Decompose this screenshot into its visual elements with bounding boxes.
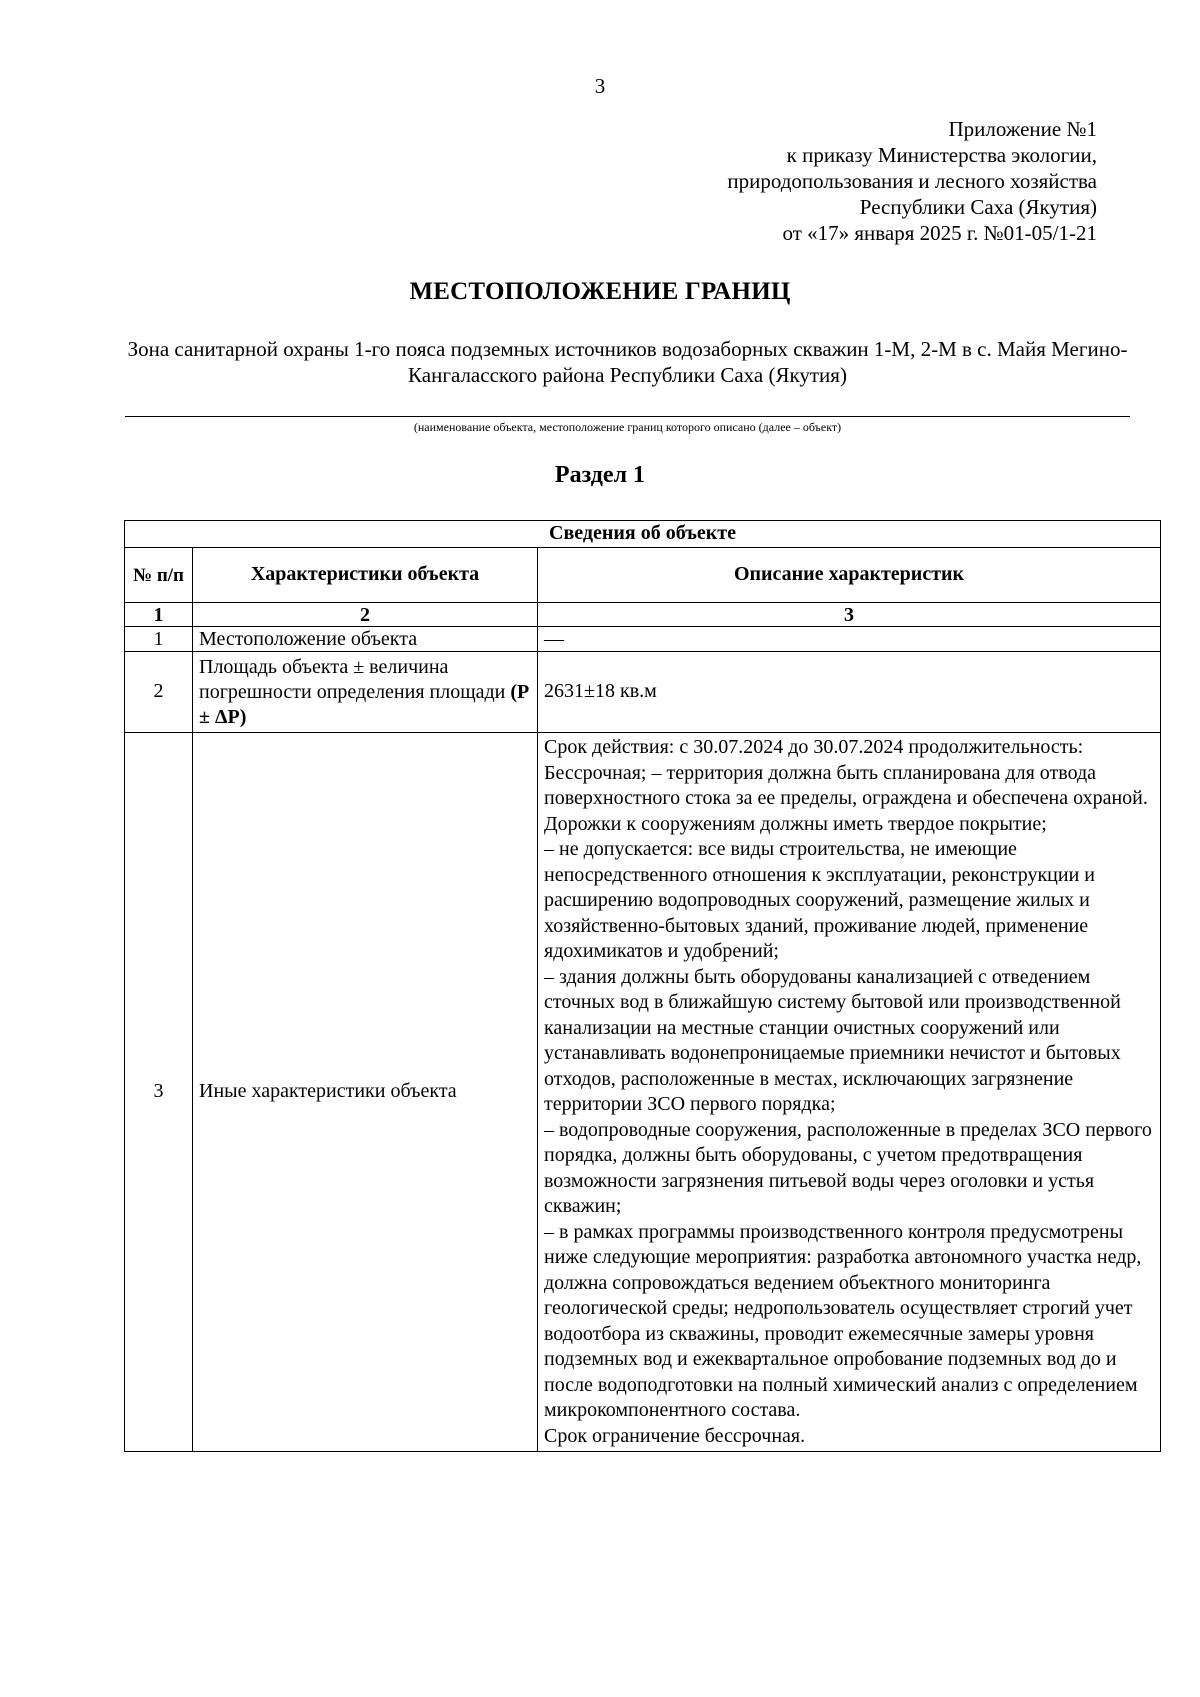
row-characteristic: Иные характеристики объекта	[193, 733, 538, 1452]
appendix-line: Республики Саха (Якутия)	[859, 195, 1097, 219]
column-index: 1	[125, 603, 193, 627]
column-index: 3	[538, 603, 1161, 627]
object-name: Зона санитарной охраны 1-го пояса подземных источников водозаборных скважин 1-М, 2-М в с. Майя Мегино-Кангаласского района Республики Саха (Якутия)	[127, 337, 1128, 387]
row-number: 2	[125, 652, 193, 733]
area-formula: (Р ± ΔР)	[199, 680, 530, 728]
description-paragraph: – здания должны быть оборудованы канализацией с отведением сточных вод в ближайшую систему бытовой или производственной канализации на местные станции очистных сооружений или устанавливать водонепроницаемые приемники нечистот и бытовых отходов, расположенные в местах, исключающих загрязнение территории ЗСО первого порядка;	[544, 965, 1121, 1115]
header-num: № п/п	[125, 548, 193, 603]
area-characteristic-text: Площадь объекта ± величина погрешности определения площади	[199, 655, 511, 703]
description-paragraph: – водопроводные сооружения, расположенные в пределах ЗСО первого порядка, должны быть оборудованы, с учетом предотвращения возможности загрязнения питьевой воды через оголовки и устья скважин;	[544, 1118, 1152, 1217]
description-paragraph: – не допускается: все виды строительства, не имеющие непосредственного отношения к эксплуатации, реконструкции и расширению водопроводных сооружений, размещение жилых и хозяйственно-бытовых зданий, проживание людей, применение ядохимикатов и удобрений;	[544, 838, 1095, 962]
table-caption-row	[125, 521, 1161, 548]
description-paragraph: Срок действия: с 30.07.2024 до 30.07.2024 продолжительность: Бессрочная; – территория должна быть спланирована для отвода поверхностного стока за ее пределы, ограждена и обеспечена охраной. Дорожки к сооружениям должны иметь твердое покрытие;	[544, 736, 1148, 835]
appendix-line: природопользования и лесного хозяйства	[727, 169, 1097, 193]
row-description	[538, 733, 1161, 1452]
table-header-row	[125, 548, 1161, 603]
row-characteristic: Местоположение объекта	[193, 627, 538, 652]
header-characteristic: Характеристики объекта	[193, 548, 538, 603]
row-number: 3	[125, 733, 193, 1452]
appendix-line: к приказу Министерства экологии,	[786, 143, 1097, 167]
row-description: —	[538, 627, 1161, 652]
table-caption: Сведения об объекте	[125, 521, 1161, 548]
section-title: Раздел 1	[554, 462, 646, 488]
table-row	[125, 733, 1161, 1452]
row-description: 2631±18 кв.м	[538, 652, 1161, 733]
document-title: МЕСТОПОЛОЖЕНИЕ ГРАНИЦ	[409, 278, 791, 305]
page-number: 3	[594, 74, 606, 98]
object-info-table	[124, 520, 1161, 1452]
object-name-caption: (наименование объекта, местоположение границ которого описано (далее – объект)	[413, 420, 842, 434]
table-row	[125, 627, 1161, 652]
description-paragraph: Срок ограничение бессрочная.	[544, 1424, 806, 1447]
column-index: 2	[193, 603, 538, 627]
row-number: 1	[125, 627, 193, 652]
row-characteristic	[193, 652, 538, 733]
appendix-line: от «17» января 2025 г. №01-05/1-21	[782, 221, 1097, 245]
header-description: Описание характеристик	[538, 548, 1161, 603]
object-name-underline	[125, 416, 1130, 417]
appendix-block	[727, 116, 1097, 246]
description-paragraph: – в рамках программы производственного контроля предусмотрены ниже следующие мероприятия: разработка автономного участка недр, должна сопровождаться ведением объектного мониторинга геологической среды; недропользователь осуществляет строгий учет водоотбора из скважины, проводит ежемесячные замеры уровня подземных вод и ежеквартальное опробование подземных вод до и после водоподготовки на полный химический анализ с определением микрокомпонентного состава.	[544, 1220, 1142, 1421]
appendix-line: Приложение №1	[948, 117, 1097, 141]
column-index-row	[125, 603, 1161, 627]
table-row	[125, 652, 1161, 733]
